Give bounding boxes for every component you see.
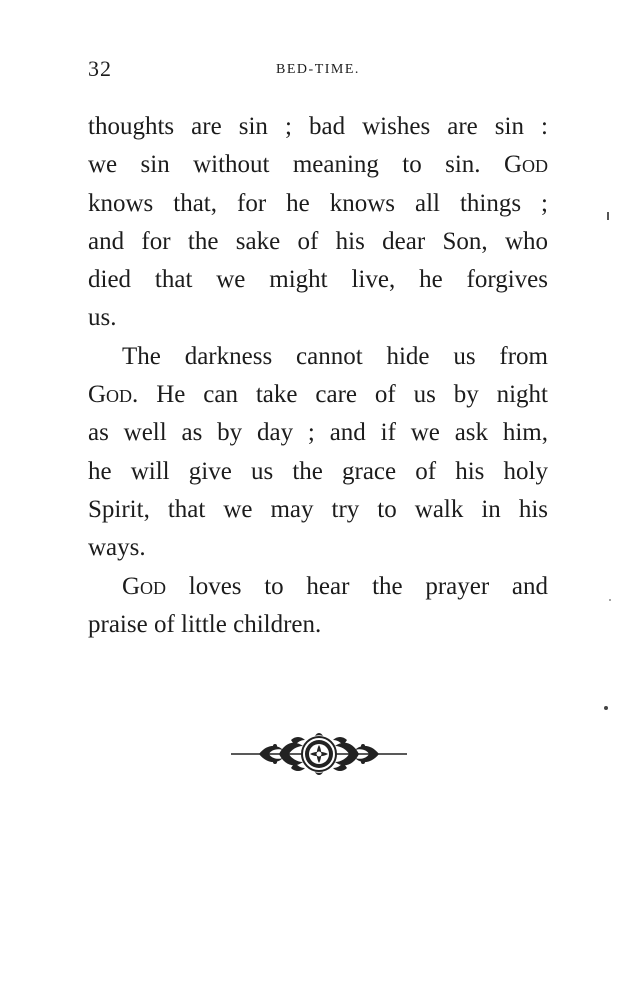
text-line: praise of little children. xyxy=(88,610,322,638)
text-line: and for the sake of his dear Son, who xyxy=(88,227,548,255)
god-small-caps: God xyxy=(122,572,167,600)
text-line: he will give us the grace of his holy xyxy=(88,457,548,485)
paragraph-3 xyxy=(88,568,548,645)
text-segment: He can take care of us by night xyxy=(156,381,549,409)
text-segment: we sin without meaning to sin. xyxy=(88,151,481,179)
paragraph-2 xyxy=(88,338,548,568)
running-head: BED-TIME. xyxy=(276,62,360,77)
body-text xyxy=(88,108,548,644)
text-line xyxy=(88,376,548,414)
page-header xyxy=(88,56,548,86)
god-small-caps: God xyxy=(503,151,549,179)
floral-tailpiece-icon xyxy=(229,726,409,782)
text-line: died that we might live, he forgives xyxy=(88,266,548,294)
text-line: knows that, for he knows all things ; xyxy=(88,189,548,217)
text-line: as well as by day ; and if we ask him, xyxy=(88,419,548,447)
page-number: 32 xyxy=(88,56,112,81)
text-line: The darkness cannot hide us from xyxy=(122,342,548,370)
text-segment: loves to hear the prayer and xyxy=(188,572,548,600)
text-line: thoughts are sin ; bad wishes are sin : xyxy=(88,113,548,140)
paragraph-1 xyxy=(88,108,548,338)
text-line xyxy=(88,568,548,606)
text-line: ways. xyxy=(88,534,146,562)
text-line: us. xyxy=(88,304,117,332)
text-line: Spirit, that we may try to walk in his xyxy=(88,495,548,523)
text-line xyxy=(88,146,548,184)
god-small-caps: God. xyxy=(88,381,139,409)
